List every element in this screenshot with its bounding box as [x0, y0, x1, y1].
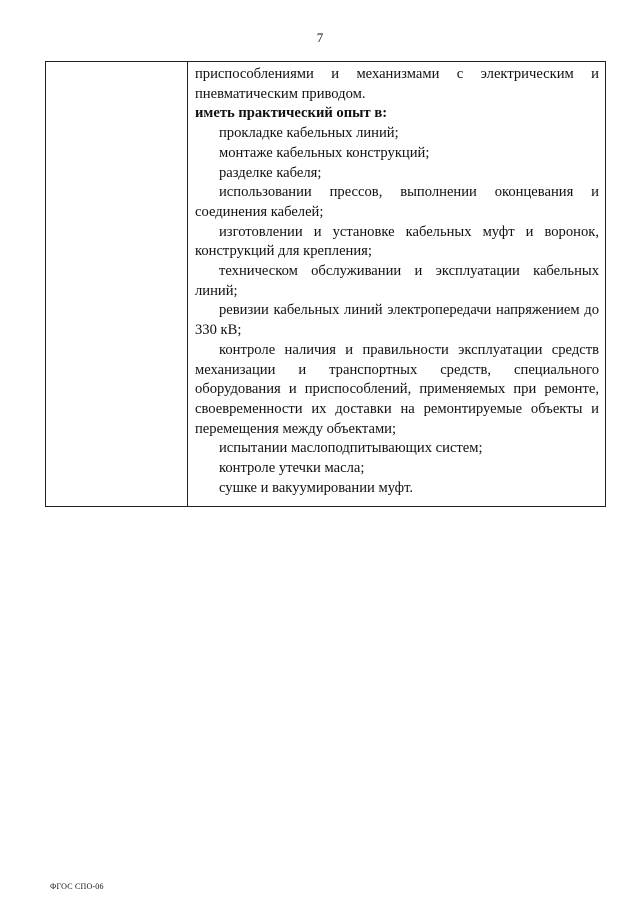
- table-left-cell: [46, 62, 188, 506]
- list-item: прокладке кабельных линий;: [219, 125, 399, 142]
- list-item: изготовлении и установке кабельных муфт и воронок, конструкций для крепления;: [195, 223, 599, 260]
- table-right-cell: [188, 62, 605, 506]
- list-item: контроле наличия и правильности эксплуатации средств механизации и транспортных средств, специального оборудования и приспособлений, применяемых при ремонте, своевременности их доставки на ремонтируемые объекты и перемещения между объектами;: [195, 341, 599, 437]
- list-item: контроле утечки масла;: [219, 460, 365, 477]
- list-item: техническом обслуживании и эксплуатации кабельных линий;: [195, 263, 599, 299]
- section-heading: иметь практический опыт в:: [195, 105, 388, 122]
- list-item: ревизии кабельных линий электропередачи напряжением до 330 кВ;: [195, 302, 599, 339]
- content-table: [45, 61, 606, 507]
- list-item: испытании маслоподпитывающих систем;: [219, 440, 483, 457]
- list-item: сушке и вакуумировании муфт.: [219, 479, 414, 496]
- list-item: разделке кабеля;: [219, 164, 322, 181]
- list-item: использовании прессов, выполнении оконцевания и соединения кабелей;: [195, 184, 599, 220]
- document-code-footer: ФГОС СПО-06: [50, 882, 104, 891]
- list-item: монтаже кабельных конструкций;: [219, 144, 430, 161]
- page-number: 7: [316, 30, 324, 45]
- continuation-text: приспособлениями и механизмами с электрическим и пневматическим приводом.: [195, 66, 599, 102]
